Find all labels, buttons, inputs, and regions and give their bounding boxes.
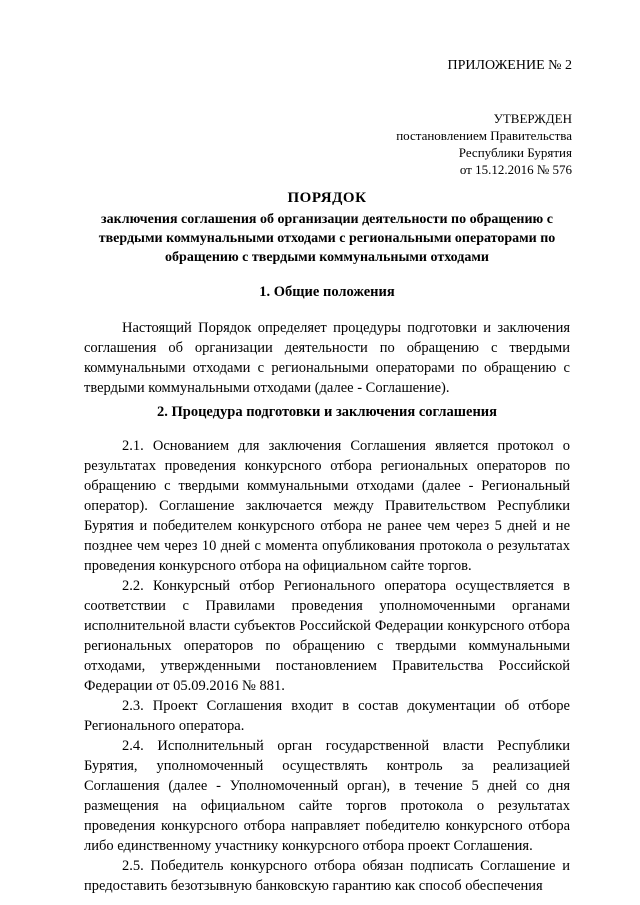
paragraph-2-4: 2.4. Исполнительный орган государственной власти Республики Бурятия, уполномоченный осуществлять контроль за реализацией Соглашения (далее - Уполномоченный орган), в течение 5 дней со дня размещения на официальном сайте торгов протокола о результатах проведения конкурсного отбора направляет победителю конкурсного отбора либо единственному участнику конкурсного отбора проект Соглашения. [84, 738, 570, 854]
section-1-heading: 1. Общие положения [259, 284, 395, 300]
appendix-label: ПРИЛОЖЕНИЕ № 2 [447, 58, 572, 73]
paragraph: Настоящий Порядок определяет процедуры подготовки и заключения соглашения об организации деятельности по обращению с твердыми коммунальными отходами с региональными операторами по обращению с твердыми коммунальными отходами (далее - Соглашение). [84, 320, 570, 396]
approval-line: от 15.12.2016 № 576 [459, 162, 572, 177]
approval-block [396, 110, 572, 178]
section-2-body [84, 436, 570, 896]
section-2-heading: 2. Процедура подготовки и заключения соглашения [156, 404, 498, 420]
section-1-body [84, 318, 570, 398]
paragraph-2-3: 2.3. Проект Соглашения входит в состав документации об отборе Регионального оператора. [84, 698, 570, 734]
paragraph-2-5: 2.5. Победитель конкурсного отбора обязан подписать Соглашение и предоставить безотзывную банковскую гарантию как способ обеспечения [84, 858, 570, 894]
paragraph-2-1: 2.1. Основанием для заключения Соглашения является протокол о результатах проведения конкурсного отбора региональных операторов по обращению с твердыми коммунальными отходами (далее - Региональный оператор). Соглашение заключается между Правительством Республики Бурятия и победителем конкурсного отбора не ранее чем через 5 дней и не позднее чем через 10 дней с момента опубликования протокола о результатах проведения конкурсного отбора на официальном сайте торгов. [84, 438, 570, 574]
approval-line: постановлением Правительства [396, 128, 572, 143]
approval-line: УТВЕРЖДЕН [493, 111, 572, 126]
approval-line: Республики Бурятия [458, 145, 572, 160]
title-main: ПОРЯДОК [287, 190, 367, 206]
title-subtitle: заключения соглашения об организации деятельности по обращению с твердыми коммунальными отходами с региональными операторами по обращению с твердыми коммунальными отходами [98, 212, 556, 265]
document-title [84, 188, 570, 267]
paragraph-2-2: 2.2. Конкурсный отбор Регионального оператора осуществляется в соответствии с Правилами проведения уполномоченными органами исполнительной власти субъектов Российской Федерации конкурсного отбора региональных операторов по обращению с твердыми коммунальными отходами, утвержденными постановлением Правительства Российской Федерации от 05.09.2016 № 881. [84, 578, 570, 694]
